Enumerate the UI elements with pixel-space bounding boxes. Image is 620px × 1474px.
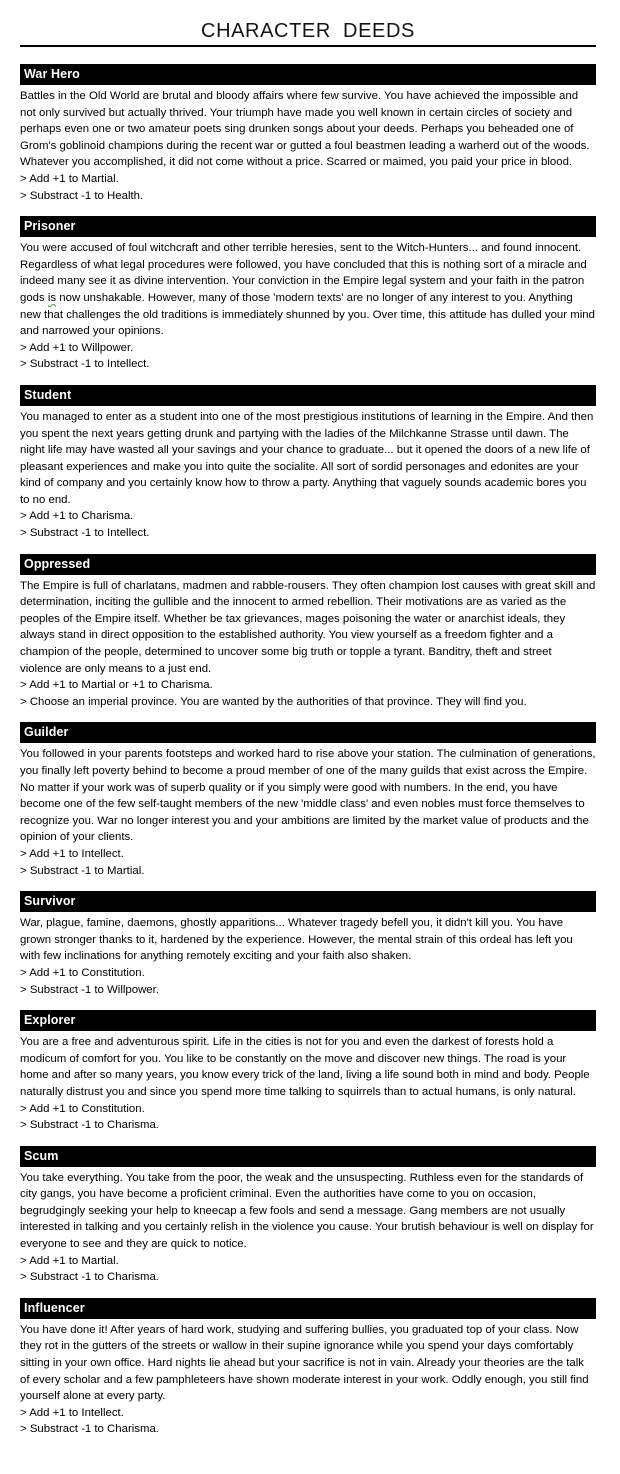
section-title: Survivor <box>24 894 76 909</box>
body-text-segment: War, plague, famine, daemons, ghostly apparitions... Whatever tragedy befell you, it didn't kill you. You have grown stronger thanks to it, hardened by the experience. However, the mental strain of this ordeal has left you with few inclinations for anything remotely exciting and your faith also shaken. <box>20 917 573 963</box>
section-body <box>20 578 596 678</box>
section-title: War Hero <box>24 67 80 81</box>
effect-line: > Add +1 to Intellect. <box>20 847 124 860</box>
effect-line: > Add +1 to Intellect. <box>20 1406 124 1419</box>
deed-section <box>20 1298 596 1438</box>
section-header-bar <box>20 216 596 237</box>
section-effects <box>20 965 596 998</box>
section-effects <box>20 677 596 710</box>
sections-container <box>20 47 596 1438</box>
effect-line: > Substract -1 to Charisma. <box>20 1271 159 1284</box>
section-title: Student <box>24 387 72 402</box>
effect-line: > Add +1 to Willpower. <box>20 341 134 354</box>
section-body <box>20 240 596 340</box>
deed-section <box>20 554 596 711</box>
section-body <box>20 746 596 846</box>
grammar-flagged-word: is <box>47 291 57 304</box>
deed-section <box>20 1010 596 1134</box>
section-header-bar <box>20 1146 596 1167</box>
effect-line: > Add +1 to Martial. <box>20 1254 119 1267</box>
body-text-segment: now unshakable. However, many of those 'modern texts' are no longer of any interest to you. Anything new that challenges the old traditions is immediately shunned by you. Over time, this attitude has dulled your mind and narrowed your opinions. <box>20 291 595 338</box>
section-title: Scum <box>24 1148 59 1163</box>
effect-line: > Substract -1 to Intellect. <box>20 358 150 371</box>
section-header-bar <box>20 1010 596 1031</box>
section-body <box>20 88 596 171</box>
body-text-segment: You followed in your parents footsteps and worked hard to rise above your station. The culmination of generations, you finally left poverty behind to become a proud member of one of the many guilds that exist across the Empire. No matter if your work was of superb quality or if you simply were good with numbers. In the end, you have become one of the few self-taught members of the new 'middle class' and even nobles must force themselves to recognize you. War no longer interest you and your ambitions are limited by the market value of products and the opinion of your clients. <box>20 748 596 844</box>
body-text-segment: You were accused of foul witchcraft and other terrible heresies, sent to the Witch-Hunters... and found innocent. Regardless of what legal procedures were followed, you have concluded that this is nothing sort of a miracle and indeed many see it as divine intervention. Your conviction in the Empire legal system and your faith in the patron gods <box>20 242 587 304</box>
section-body <box>20 409 596 509</box>
section-title: Guilder <box>24 725 69 740</box>
section-header-bar <box>20 385 596 406</box>
body-text-segment: You have done it! After years of hard work, studying and suffering bullies, you graduated top of your class. Now they rot in the gutters of the streets or wallow in their supine ignorance while you spend your days comfortably sitting in your own office. Hard nights lie ahead but your sacrifice is not in vain. Already your theories are the talk of every scholar and a few pamphleteers have shown moderate interest in your work. Oddly enough, you still find yourself alone at every party. <box>20 1323 589 1403</box>
deed-section <box>20 64 596 204</box>
effect-line: > Substract -1 to Charisma. <box>20 1423 159 1436</box>
effect-line: > Substract -1 to Martial. <box>20 864 145 877</box>
effect-line: > Add +1 to Martial or +1 to Charisma. <box>20 679 213 692</box>
deed-section <box>20 1146 596 1286</box>
body-text-segment: Battles in the Old World are brutal and bloody affairs where few survive. You have achieved the impossible and not only survived but actually thrived. Your triumph have made you well known in certain circles of society and perhaps even one or two amateur poets sing drunken songs about your deeds. Perhaps you beheaded one of Grom's goblinoid champions during the recent war or gutted a foul beastmen leading a warherd out of the woods. Whatever you accomplished, it did not come without a price. Scarred or maimed, you paid your price in blood. <box>20 90 590 169</box>
section-effects <box>20 508 596 541</box>
effect-line: > Substract -1 to Intellect. <box>20 527 150 540</box>
section-body <box>20 1034 596 1100</box>
deed-section <box>20 891 596 998</box>
effect-line: > Substract -1 to Charisma. <box>20 1119 159 1132</box>
effect-line: > Substract -1 to Willpower. <box>20 983 159 996</box>
section-title: Influencer <box>24 1300 85 1315</box>
body-text-segment: You managed to enter as a student into one of the most prestigious institutions of learning in the Empire. And then you spent the next years getting drunk and partying with the ladies of the Milchkanne Strasse until dawn. The night life may have wasted all your savings and your chance to graduate... but it opened the doors of a new life of pleasant experiences and make you into quite the socialite. All sort of sordid personages and edonites are your kind of company and you certainly know how to throw a party. Anything that vaguely sounds academic bores you to no end. <box>20 410 594 506</box>
deed-section <box>20 385 596 542</box>
section-title: Explorer <box>24 1013 76 1028</box>
effect-line: > Add +1 to Constitution. <box>20 1102 145 1115</box>
effect-line: > Add +1 to Charisma. <box>20 510 134 523</box>
section-body <box>20 1170 596 1253</box>
section-effects <box>20 1101 596 1134</box>
section-body <box>20 1322 596 1405</box>
body-text-segment: The Empire is full of charlatans, madmen and rabble-rousers. They often champion lost causes with great skill and determination, inciting the gullible and the innocent to armed rebellion. Their motivations are as varied as the peoples of the Empire itself. Whether be tax grievances, mages poisoning the water or anarchist ideals, they always stand in direct opposition to the established authority. You view yourself as a freedom fighter and a champion of the people, determined to uncover some big truth or topple a tyrant. Banditry, theft and street violence are only means to a just end. <box>20 579 596 675</box>
effect-line: > Choose an imperial province. You are wanted by the authorities of that province. They will find you. <box>20 695 527 708</box>
section-effects <box>20 1253 596 1286</box>
section-header-bar <box>20 64 596 85</box>
section-effects <box>20 1405 596 1438</box>
section-effects <box>20 171 596 204</box>
section-body <box>20 915 596 965</box>
section-header-bar <box>20 1298 596 1319</box>
section-effects <box>20 846 596 879</box>
body-text-segment: You are a free and adventurous spirit. Life in the cities is not for you and even the darkest of forests hold a modicum of comfort for you. You like to be constantly on the move and discover new things. The road is your home and after so many years, you know every trick of the land, living a life sound both in mind and body. People naturally distrust you and since you spend more time talking to squirrels than to actual humans, is only natural. <box>20 1036 590 1098</box>
effect-line: > Add +1 to Martial. <box>20 172 119 185</box>
page-title: CHARACTER DEEDS <box>201 20 415 42</box>
body-text-segment: You take everything. You take from the poor, the weak and the unsuspecting. Ruthless even for the standards of city gangs, you have become a proficient criminal. Even the authorities have come to you on occasion, begrudgingly seeking your help to kneecap a few fools and send a message. Gang members are not usually interested in talking and you certainly relish in the violence you cause. Your brutish behaviour is well on display for everyone to see and they are quick to notice. <box>20 1171 594 1251</box>
deed-section <box>20 722 596 879</box>
section-header-bar <box>20 891 596 912</box>
effect-line: > Add +1 to Constitution. <box>20 966 145 979</box>
section-header-bar <box>20 554 596 575</box>
section-title: Prisoner <box>24 219 76 234</box>
section-title: Oppressed <box>24 556 91 571</box>
effect-line: > Substract -1 to Health. <box>20 189 144 202</box>
deed-section <box>20 216 596 373</box>
section-effects <box>20 340 596 373</box>
section-header-bar <box>20 722 596 743</box>
